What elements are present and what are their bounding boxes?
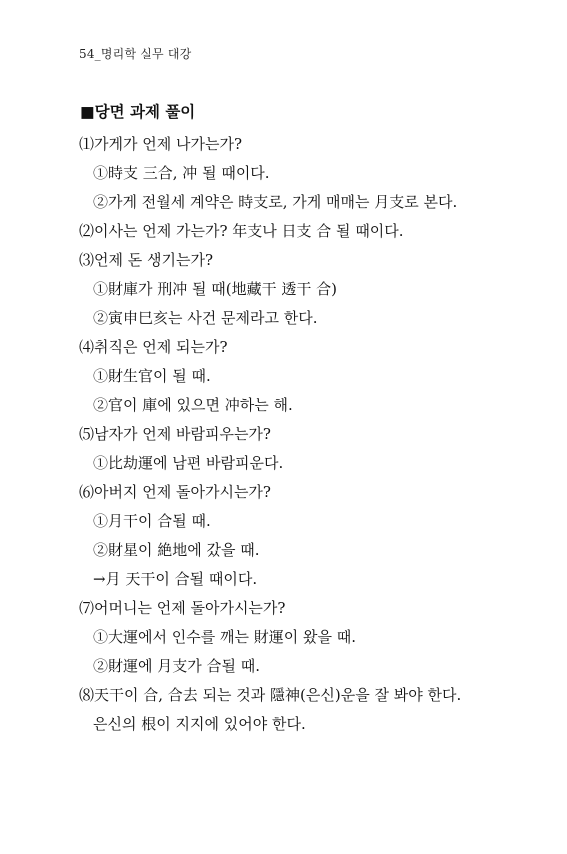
text-line: 은신의 根이 지지에 있어야 한다. <box>93 715 306 733</box>
text-line: →月 天干이 合될 때이다. <box>93 570 258 588</box>
text-line: ①財生官이 될 때. <box>93 367 211 385</box>
text-line: ②財運에 月支가 合될 때. <box>93 657 261 675</box>
text-line: ⑴가게가 언제 나가는가? <box>79 135 242 153</box>
text-line: ①大運에서 인수를 깨는 財運이 왔을 때. <box>93 628 356 646</box>
text-line: ②財星이 絶地에 갔을 때. <box>93 541 260 559</box>
text-line: ⑷취직은 언제 되는가? <box>79 338 228 356</box>
text-line: ②가게 전월세 계약은 時支로, 가게 매매는 月支로 본다. <box>93 193 458 211</box>
text-line: ①月干이 合될 때. <box>93 512 211 530</box>
body-text <box>79 130 549 739</box>
text-line: ⑻天干이 合, 合去 되는 것과 隱神(은신)운을 잘 봐야 한다. <box>79 686 462 704</box>
text-line: ⑺어머니는 언제 돌아가시는가? <box>79 599 286 617</box>
text-line: ①比劫運에 남편 바람피운다. <box>93 454 284 472</box>
text-line: ⑹아버지 언제 돌아가시는가? <box>79 483 271 501</box>
page-header: 54_명리학 실무 대강 <box>79 47 192 61</box>
text-line: ⑸남자가 언제 바람피우는가? <box>79 425 271 443</box>
text-line: ⑶언제 돈 생기는가? <box>79 251 214 269</box>
text-line: ②寅申巳亥는 사건 문제라고 한다. <box>93 309 318 327</box>
text-line: ⑵이사는 언제 가는가? 年支나 日支 合 될 때이다. <box>79 222 404 240</box>
text-line: ②官이 庫에 있으면 冲하는 해. <box>93 396 293 414</box>
text-line: ①時支 三合, 冲 될 때이다. <box>93 164 270 182</box>
text-line: ①財庫가 刑冲 될 때(地藏干 透干 合) <box>93 280 338 298</box>
section-title: ■당면 과제 풀이 <box>80 102 196 121</box>
